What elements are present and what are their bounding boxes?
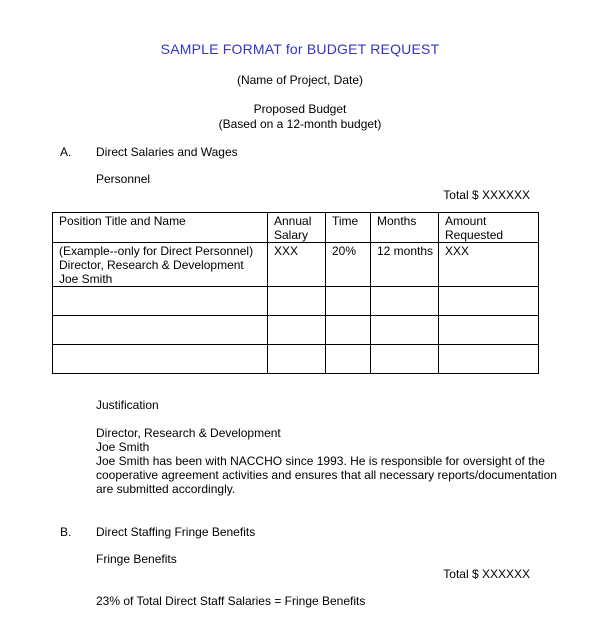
fringe-benefits-formula: 23% of Total Direct Staff Salaries = Fringe Benefits <box>96 594 366 608</box>
section-b-total: Total $ XXXXXX <box>443 567 530 581</box>
proposed-budget-label: Proposed Budget <box>253 102 347 116</box>
example-salary-cell: XXX <box>268 243 326 287</box>
header-amount-requested: Amount Requested <box>439 213 539 243</box>
table-row <box>53 287 539 316</box>
example-time-cell: 20% <box>326 243 371 287</box>
header-time: Time <box>326 213 371 243</box>
section-b-letter: B. <box>60 525 72 539</box>
table-row <box>53 316 539 345</box>
section-a-heading: Direct Salaries and Wages <box>96 145 238 159</box>
section-a-total: Total $ XXXXXX <box>443 188 530 202</box>
header-months: Months <box>371 213 439 243</box>
example-months-cell: 12 months <box>371 243 439 287</box>
section-a-subheading: Personnel <box>96 172 151 186</box>
section-a-letter: A. <box>60 145 72 159</box>
document-title: SAMPLE FORMAT for BUDGET REQUEST <box>160 41 440 57</box>
table-header-row <box>53 213 539 243</box>
example-amount-cell: XXX <box>439 243 539 287</box>
header-position: Position Title and Name <box>53 213 268 243</box>
budget-basis-note: (Based on a 12-month budget) <box>218 117 382 131</box>
table-row <box>53 243 539 287</box>
section-b-heading: Direct Staffing Fringe Benefits <box>96 525 256 539</box>
personnel-budget-table <box>52 212 539 374</box>
section-b-subheading: Fringe Benefits <box>96 552 177 566</box>
project-name-date: (Name of Project, Date) <box>236 73 364 87</box>
header-annual-salary: Annual Salary <box>268 213 326 243</box>
justification-name: Joe Smith <box>96 440 150 454</box>
justification-role: Director, Research & Development <box>96 426 281 440</box>
justification-text: Joe Smith has been with NACCHO since 1993. He is responsible for oversight of the cooperative agreement activities and ensures that all necessary reports/documentation are submitted accordingly. <box>96 454 557 496</box>
example-position-cell: (Example--only for Direct Personnel) Director, Research & Development Joe Smith <box>53 243 268 287</box>
table-row <box>53 345 539 374</box>
justification-heading: Justification <box>96 398 159 412</box>
